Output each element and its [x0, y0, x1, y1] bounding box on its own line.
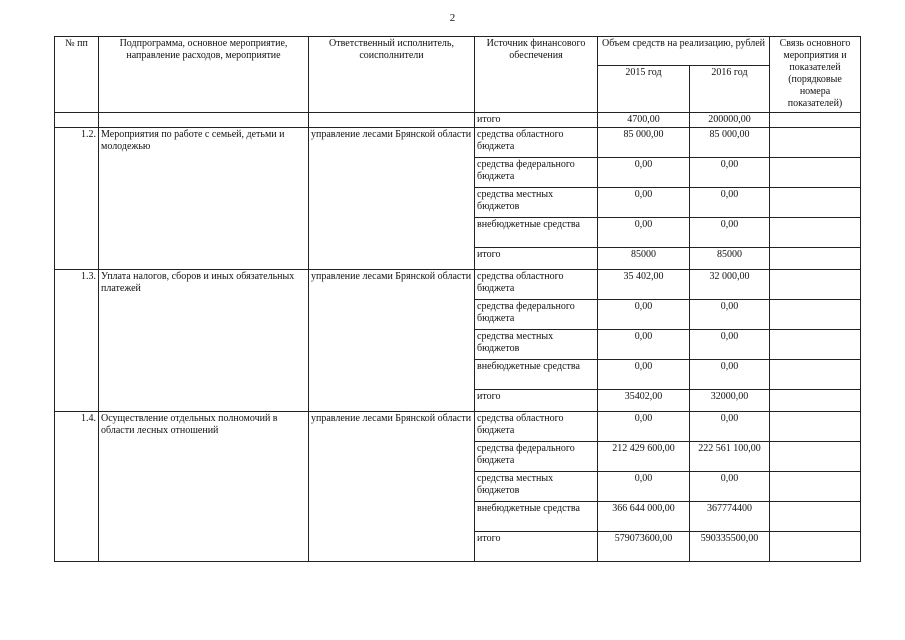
cell-empty [99, 113, 309, 128]
cell-source: средства местных бюджетов [475, 330, 598, 360]
cell-source: средства федерального бюджета [475, 442, 598, 472]
cell-value-2016: 222 561 100,00 [690, 442, 770, 472]
cell-value-2015: 0,00 [598, 300, 690, 330]
cell-value-2015: 0,00 [598, 158, 690, 188]
cell-source: средства федерального бюджета [475, 158, 598, 188]
cell-link [770, 442, 861, 472]
header-volume: Объем средств на реализацию, рублей [598, 37, 770, 66]
cell-subprogram: Осуществление отдельных полномочий в области лесных отношений [99, 412, 309, 562]
page-number: 2 [449, 12, 456, 24]
cell-link [770, 502, 861, 532]
cell-value-2015: 579073600,00 [598, 532, 690, 562]
cell-source: средства областного бюджета [475, 270, 598, 300]
cell-source: средства областного бюджета [475, 412, 598, 442]
cell-value-2016: 367774400 [690, 502, 770, 532]
cell-value-2016: 200000,00 [690, 113, 770, 128]
cell-link [770, 330, 861, 360]
cell-subprogram: Уплата налогов, сборов и иных обязательных платежей [99, 270, 309, 412]
cell-source: средства федерального бюджета [475, 300, 598, 330]
cell-value-2016: 590335500,00 [690, 532, 770, 562]
cell-value-2015: 85000 [598, 248, 690, 270]
cell-no: 1.3. [55, 270, 99, 412]
table-row [55, 113, 861, 128]
cell-value-2015: 212 429 600,00 [598, 442, 690, 472]
cell-value-2016: 85000 [690, 248, 770, 270]
header-link: Связь основного мероприятия и показателей (порядковые номера показателей) [770, 37, 861, 113]
cell-source: итого [475, 248, 598, 270]
header-subprogram: Подпрограмма, основное мероприятие, направление расходов, мероприятие [99, 37, 309, 113]
cell-value-2016: 0,00 [690, 218, 770, 248]
cell-value-2016: 0,00 [690, 472, 770, 502]
cell-source: итого [475, 532, 598, 562]
cell-value-2015: 366 644 000,00 [598, 502, 690, 532]
table-row [55, 270, 861, 300]
header-executor: Ответственный исполнитель, соисполнители [309, 37, 475, 113]
cell-link [770, 300, 861, 330]
cell-value-2016: 0,00 [690, 330, 770, 360]
cell-value-2015: 85 000,00 [598, 128, 690, 158]
cell-executor: управление лесами Брянской области [309, 270, 475, 412]
cell-link [770, 113, 861, 128]
header-year-2016: 2016 год [690, 66, 770, 113]
cell-source: итого [475, 390, 598, 412]
cell-value-2016: 85 000,00 [690, 128, 770, 158]
cell-value-2016: 32 000,00 [690, 270, 770, 300]
budget-table [54, 36, 861, 562]
table-row [55, 128, 861, 158]
cell-executor: управление лесами Брянской области [309, 412, 475, 562]
cell-source: внебюджетные средства [475, 218, 598, 248]
cell-executor: управление лесами Брянской области [309, 128, 475, 270]
cell-link [770, 158, 861, 188]
cell-value-2015: 0,00 [598, 330, 690, 360]
cell-link [770, 360, 861, 390]
cell-source: итого [475, 113, 598, 128]
cell-no: 1.4. [55, 412, 99, 562]
cell-source: внебюджетные средства [475, 502, 598, 532]
cell-link [770, 128, 861, 158]
cell-value-2015: 35402,00 [598, 390, 690, 412]
cell-empty [309, 113, 475, 128]
cell-value-2015: 4700,00 [598, 113, 690, 128]
cell-no: 1.2. [55, 128, 99, 270]
cell-value-2016: 32000,00 [690, 390, 770, 412]
cell-value-2015: 0,00 [598, 472, 690, 502]
cell-value-2016: 0,00 [690, 360, 770, 390]
cell-link [770, 248, 861, 270]
table-row [55, 412, 861, 442]
cell-source: внебюджетные средства [475, 360, 598, 390]
cell-source: средства областного бюджета [475, 128, 598, 158]
cell-value-2016: 0,00 [690, 158, 770, 188]
cell-empty [55, 113, 99, 128]
header-year-2015: 2015 год [598, 66, 690, 113]
cell-link [770, 270, 861, 300]
cell-link [770, 412, 861, 442]
cell-source: средства местных бюджетов [475, 472, 598, 502]
header-row [55, 37, 861, 66]
header-source: Источник финансового обеспечения [475, 37, 598, 113]
cell-value-2015: 35 402,00 [598, 270, 690, 300]
cell-value-2015: 0,00 [598, 188, 690, 218]
cell-value-2015: 0,00 [598, 360, 690, 390]
cell-value-2015: 0,00 [598, 218, 690, 248]
cell-link [770, 390, 861, 412]
cell-link [770, 188, 861, 218]
cell-value-2015: 0,00 [598, 412, 690, 442]
header-no: № пп [55, 37, 99, 113]
cell-value-2016: 0,00 [690, 188, 770, 218]
cell-link [770, 472, 861, 502]
cell-link [770, 532, 861, 562]
cell-source: средства местных бюджетов [475, 188, 598, 218]
cell-value-2016: 0,00 [690, 300, 770, 330]
cell-value-2016: 0,00 [690, 412, 770, 442]
cell-subprogram: Мероприятия по работе с семьей, детьми и молодежью [99, 128, 309, 270]
cell-link [770, 218, 861, 248]
